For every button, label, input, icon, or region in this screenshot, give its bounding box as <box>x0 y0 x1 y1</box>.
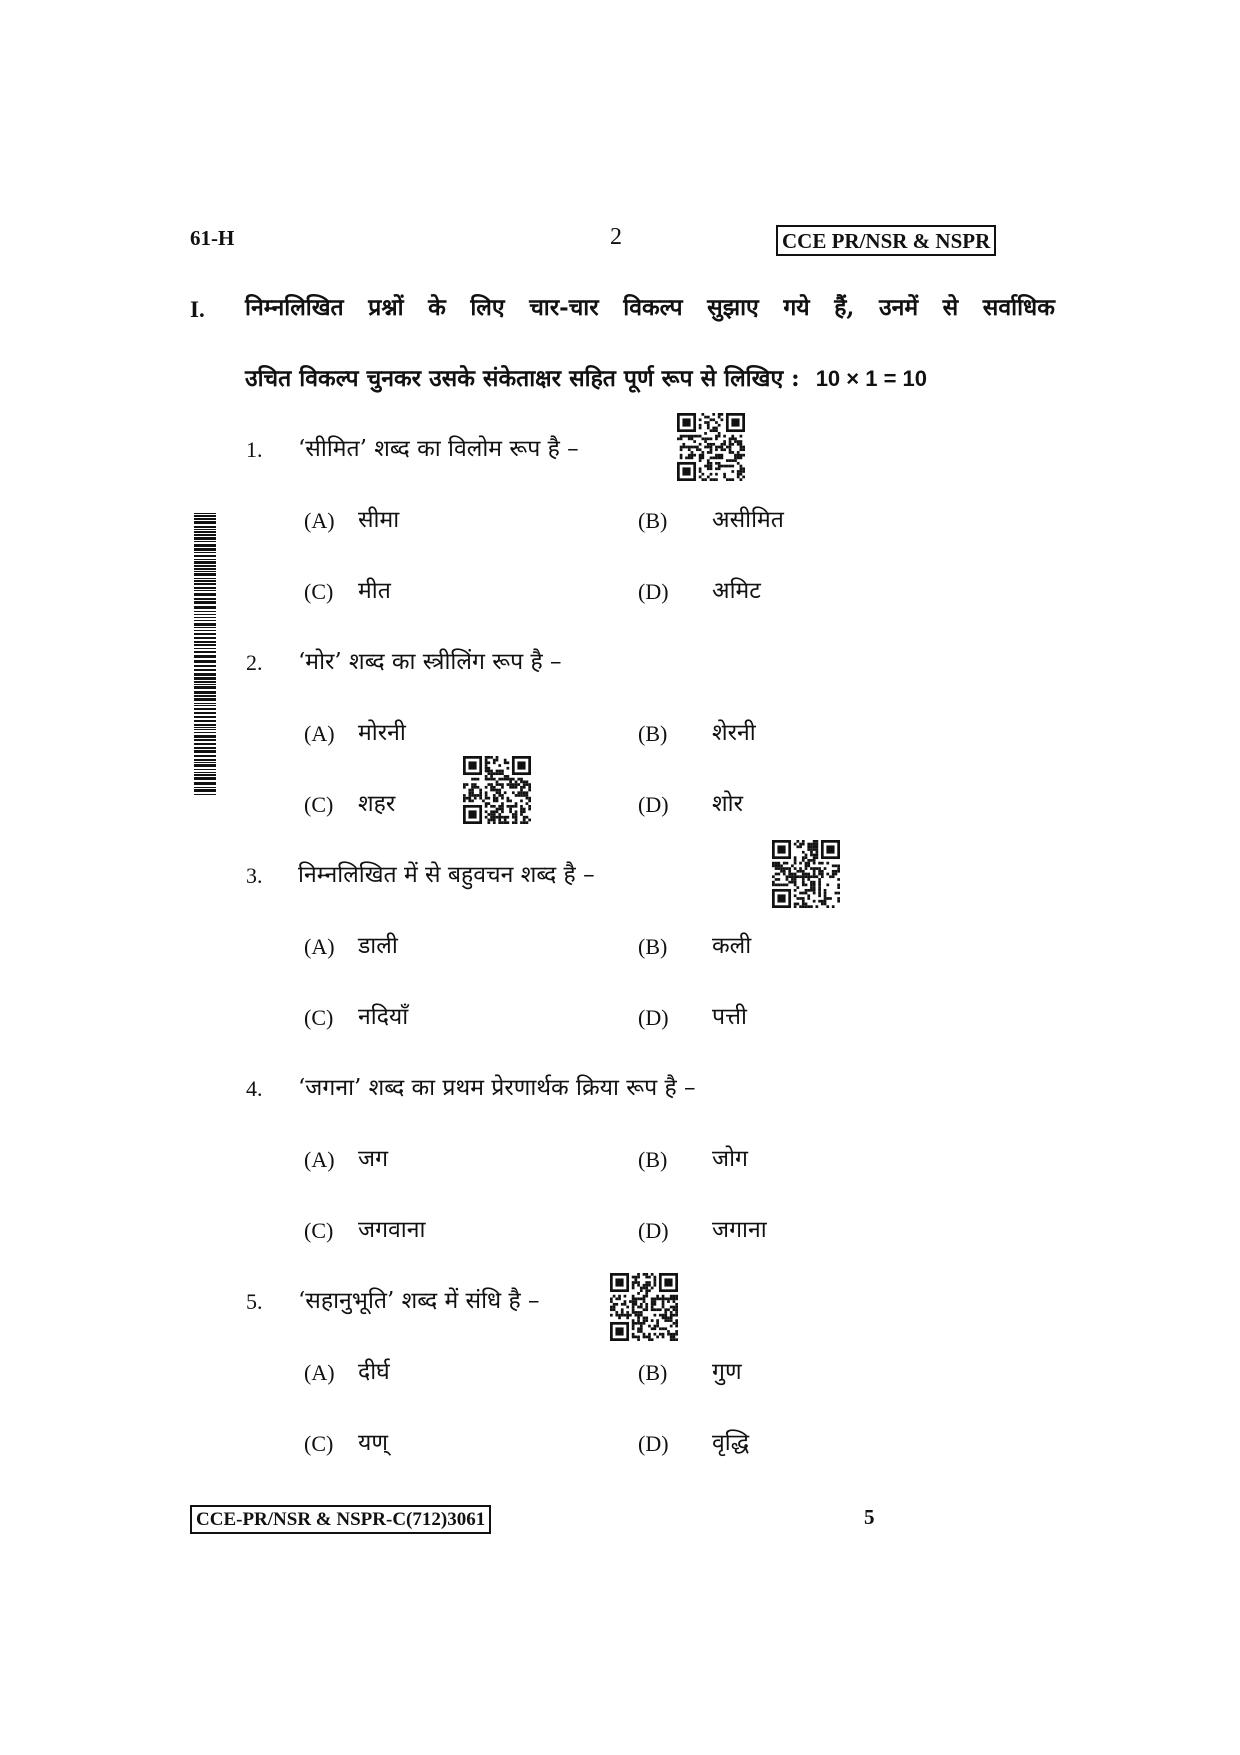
instruction-word: लिए <box>470 294 505 321</box>
question-number: 1. <box>246 437 263 462</box>
question-text: ‘सीमित’ शब्द का विलोम रूप है – <box>298 436 579 462</box>
instruction-word: उनमें <box>878 294 919 321</box>
question-number: 2. <box>246 650 263 675</box>
option-text: गुण <box>712 1359 742 1385</box>
option-text: असीमित <box>712 507 784 533</box>
option-label: (A) <box>304 934 335 959</box>
instruction-word: विकल्प <box>623 294 683 321</box>
option-text: डाली <box>358 933 398 959</box>
instruction-word: चार-चार <box>529 294 599 321</box>
instruction-word: से <box>942 294 959 321</box>
option-label: (D) <box>638 792 669 817</box>
option-text: शहर <box>358 791 396 817</box>
marks-scheme: 10 × 1 = 10 <box>815 366 928 391</box>
option-label: (A) <box>304 721 335 746</box>
option-text: अमिट <box>712 578 761 604</box>
footer-page-number: 5 <box>864 1505 875 1529</box>
instruction-word: सर्वाधिक <box>982 294 1055 321</box>
option-text: मोरनी <box>358 720 406 746</box>
option-label: (D) <box>638 1218 669 1243</box>
instruction-word: गये <box>783 294 810 321</box>
question-number: 5. <box>246 1289 263 1314</box>
option-label: (C) <box>304 1431 334 1456</box>
option-label: (B) <box>638 508 668 533</box>
option-label: (B) <box>638 721 668 746</box>
option-text: जग <box>358 1146 389 1172</box>
section-number: I. <box>190 297 205 322</box>
option-text: सीमा <box>358 507 400 533</box>
option-label: (A) <box>304 508 335 533</box>
exam-title-box: CCE PR/NSR & NSPR <box>776 225 996 256</box>
qr-code-icon <box>610 1273 678 1341</box>
option-label: (D) <box>638 579 669 604</box>
option-text: पत्ती <box>712 1004 747 1030</box>
instruction-word: हैं, <box>834 294 855 321</box>
option-text: शोर <box>712 791 744 817</box>
question-text: ‘मोर’ शब्द का स्त्रीलिंग रूप है – <box>298 649 562 675</box>
option-label: (C) <box>304 1005 334 1030</box>
option-text: जोग <box>712 1146 748 1172</box>
option-label: (B) <box>638 934 668 959</box>
page-number: 2 <box>610 224 622 250</box>
option-label: (C) <box>304 1218 334 1243</box>
question-text: निम्नलिखित में से बहुवचन शब्द है – <box>298 862 595 888</box>
paper-code: 61-H <box>190 226 235 250</box>
option-label: (B) <box>638 1147 668 1172</box>
option-text: जगवाना <box>358 1217 426 1243</box>
option-label: (C) <box>304 579 334 604</box>
instruction-text: उचित विकल्प चुनकर उसके संकेताक्षर सहित पूर्ण रूप से लिखिए : <box>245 365 800 392</box>
option-text: वृद्धि <box>712 1430 750 1456</box>
qr-code-icon <box>463 756 531 824</box>
option-text: कली <box>712 933 752 959</box>
barcode-icon <box>194 513 216 795</box>
question-text: ‘जगना’ शब्द का प्रथम प्रेरणार्थक क्रिया रूप है – <box>298 1075 696 1101</box>
option-text: शेरनी <box>712 720 756 746</box>
qr-code-icon <box>677 413 745 481</box>
option-text: जगाना <box>712 1217 767 1243</box>
qr-code-icon <box>772 840 840 908</box>
instruction-line-1 <box>245 290 1055 322</box>
option-label: (D) <box>638 1431 669 1456</box>
question-number: 3. <box>246 863 263 888</box>
question-number: 4. <box>246 1076 263 1101</box>
question-text: ‘सहानुभूति’ शब्द में संधि है – <box>298 1288 540 1314</box>
option-label: (A) <box>304 1147 335 1172</box>
instruction-line-2 <box>245 361 927 393</box>
option-label: (C) <box>304 792 334 817</box>
option-label: (A) <box>304 1360 335 1385</box>
footer-code-box: CCE-PR/NSR & NSPR-C(712)3061 <box>190 1505 491 1534</box>
instruction-word: सुझाए <box>707 294 759 321</box>
option-text: दीर्घ <box>358 1359 390 1385</box>
option-text: नदियाँ <box>358 1004 409 1030</box>
option-label: (B) <box>638 1360 668 1385</box>
instruction-word: प्रश्नों <box>368 294 404 321</box>
instruction-word: निम्नलिखित <box>245 294 344 321</box>
option-text: मीत <box>358 578 391 604</box>
option-text: यण् <box>358 1430 388 1456</box>
option-label: (D) <box>638 1005 669 1030</box>
instruction-word: के <box>428 294 446 321</box>
